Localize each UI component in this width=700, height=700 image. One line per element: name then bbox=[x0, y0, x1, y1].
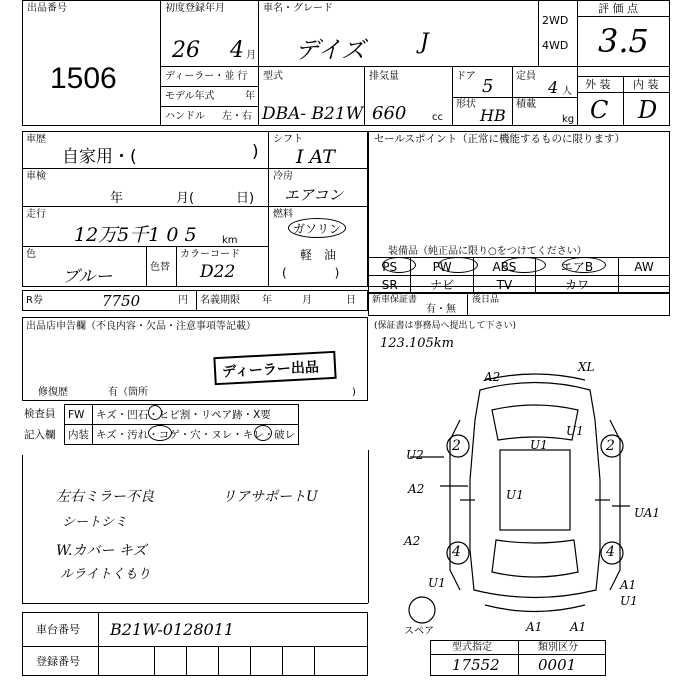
reg-month: 4 bbox=[230, 38, 244, 63]
category-label: 類別区分 bbox=[538, 642, 578, 653]
grid-line bbox=[22, 603, 368, 604]
equip-label: 装備品（純正品に限り○をつけてください） bbox=[388, 246, 587, 257]
equip-sr: SR bbox=[369, 276, 411, 294]
divider bbox=[268, 168, 368, 169]
score-value: 3.5 bbox=[598, 22, 649, 60]
fuel-paren: ( ) bbox=[282, 266, 340, 280]
model-year-label: モデル年式 bbox=[165, 91, 215, 102]
load-unit: kg bbox=[562, 114, 575, 125]
color-change-label: 色替 bbox=[150, 262, 170, 273]
designation-label: 型式指定 bbox=[452, 642, 492, 653]
load-label: 積載 bbox=[516, 99, 536, 110]
divider bbox=[623, 76, 624, 126]
grid-line bbox=[282, 646, 283, 676]
mileage-unit: km bbox=[222, 235, 238, 246]
history-close: ) bbox=[252, 142, 259, 162]
mileage-value: 12万5千1 0 5 bbox=[74, 224, 197, 246]
equip-ps: PS bbox=[369, 258, 411, 276]
inspector-label-1: 検査員 bbox=[24, 408, 56, 420]
disp-label: 排気量 bbox=[369, 71, 399, 82]
warranty-note-label: (保証書は事務局へ提出して下さい) bbox=[374, 321, 517, 331]
nc-day: 日 bbox=[346, 295, 356, 306]
ac-value: エアコン bbox=[284, 186, 344, 204]
score-label: 評 価 点 bbox=[598, 2, 638, 15]
divider bbox=[160, 66, 670, 67]
damage-mark: U1 bbox=[506, 488, 524, 502]
car-name: デイズ bbox=[295, 36, 366, 64]
damage-mark: A1 bbox=[570, 620, 587, 634]
disp-value: 660 bbox=[372, 103, 407, 124]
insp-day: 日) bbox=[236, 191, 255, 206]
divider bbox=[160, 86, 258, 87]
tire-value: 2 bbox=[452, 438, 461, 454]
interior-label: 内 装 bbox=[633, 78, 659, 91]
spare-tire bbox=[409, 597, 435, 623]
shift-value: I AT bbox=[296, 146, 335, 168]
equip-leather: カワ bbox=[535, 276, 618, 294]
dealer-label: ディーラー・並 行 bbox=[165, 71, 248, 82]
divider bbox=[98, 612, 99, 676]
equip-aw: AW bbox=[618, 258, 669, 276]
inspection-label: 車検 bbox=[26, 171, 46, 182]
divider bbox=[577, 0, 578, 126]
car-grade: J bbox=[420, 30, 429, 55]
inspector-label-2: 記入欄 bbox=[24, 429, 56, 441]
grid-line bbox=[186, 646, 187, 676]
mark-circle bbox=[148, 425, 172, 441]
note-line: シートシミ bbox=[62, 515, 128, 530]
damage-mark: A1 bbox=[526, 620, 543, 634]
type-value: DBA- B21W bbox=[262, 104, 364, 124]
fw-label: FW bbox=[65, 405, 93, 425]
shape-value: HB bbox=[480, 106, 506, 125]
equip-navi: ナビ bbox=[411, 276, 473, 294]
warranty-value: 有・無 bbox=[426, 304, 456, 315]
note-line: W.カバー キズ bbox=[56, 543, 147, 559]
note-line: 左右ミラー不良 bbox=[56, 489, 154, 505]
grid-line bbox=[154, 646, 155, 676]
divider bbox=[577, 16, 670, 17]
divider bbox=[577, 92, 670, 93]
capacity-label: 定員 bbox=[516, 71, 536, 82]
nc-month: 月 bbox=[302, 295, 312, 306]
capacity-unit: 人 bbox=[562, 86, 572, 97]
drive-2wd: 2WD bbox=[542, 14, 569, 27]
equip-pw: PW bbox=[411, 258, 473, 276]
divider bbox=[22, 206, 268, 207]
dealer-stamp-text: ディーラー出品 bbox=[221, 359, 320, 381]
damage-mark: U1 bbox=[620, 594, 638, 608]
equip-circle-ps bbox=[382, 257, 416, 273]
damage-mark: XL bbox=[578, 360, 595, 374]
grid-line bbox=[368, 450, 369, 603]
recycle-value: 7750 bbox=[102, 292, 141, 310]
divider bbox=[22, 168, 268, 169]
divider bbox=[268, 206, 368, 207]
equip-circle-pw bbox=[438, 257, 478, 273]
damage-mark: A2 bbox=[404, 534, 421, 548]
model-year-unit: 年 bbox=[245, 91, 255, 102]
tire-value: 4 bbox=[606, 544, 615, 560]
handle-label: ハンドル bbox=[165, 111, 205, 122]
divider bbox=[452, 66, 453, 126]
recycle-label: R券 bbox=[26, 295, 43, 306]
equip-abs: ABS bbox=[473, 258, 535, 276]
exterior-value: C bbox=[590, 96, 609, 124]
grid-line bbox=[22, 455, 23, 603]
name-label: 車名・グレード bbox=[263, 3, 333, 14]
equip-circle-airbag bbox=[562, 257, 606, 273]
inspector-row bbox=[65, 405, 299, 425]
mark-circle bbox=[148, 405, 162, 420]
interior-row-label: 内装 bbox=[65, 425, 93, 445]
reg-month-unit: 月 bbox=[246, 50, 256, 61]
door-value: 5 bbox=[482, 76, 494, 97]
divider bbox=[364, 66, 365, 126]
category-value: 0001 bbox=[538, 656, 577, 674]
damage-mark: U1 bbox=[566, 424, 584, 438]
equip-tv: TV bbox=[473, 276, 535, 294]
interior-items: キズ・汚れ・コゲ・穴・ヌレ・キレ・破レ bbox=[93, 425, 299, 445]
equipment-row bbox=[369, 276, 670, 294]
spare-label: スペア bbox=[404, 626, 434, 637]
shift-label: シフト bbox=[273, 134, 303, 145]
handle-options: 左・右 bbox=[222, 111, 252, 122]
insp-year: 年 bbox=[110, 191, 124, 206]
divider bbox=[258, 0, 259, 126]
grid-line bbox=[218, 646, 219, 676]
note-right: リアサポートU bbox=[222, 489, 318, 505]
color-value: ブルー bbox=[62, 267, 113, 287]
repair-close: ) bbox=[352, 387, 356, 398]
damage-mark: U1 bbox=[428, 576, 446, 590]
drive-4wd: 4WD bbox=[542, 39, 569, 52]
grid-line bbox=[250, 646, 251, 676]
recycle-unit: 円 bbox=[178, 295, 188, 306]
repair-value: 有（箇所 bbox=[108, 387, 148, 398]
recycle-frame bbox=[22, 290, 368, 311]
sales-label: セールスポイント（正常に機能するものに限ります） bbox=[374, 133, 626, 145]
grid-line bbox=[314, 646, 315, 676]
ac-label: 冷房 bbox=[273, 171, 293, 182]
divider bbox=[452, 97, 577, 98]
type-label: 型式 bbox=[263, 71, 283, 82]
tire-value: 4 bbox=[452, 544, 461, 560]
color-code-value: D22 bbox=[200, 262, 236, 282]
name-change-label: 名義期限 bbox=[200, 295, 240, 306]
history-value: 自家用・( bbox=[62, 147, 137, 167]
divider bbox=[538, 0, 539, 66]
after-label: 後日品 bbox=[472, 295, 500, 305]
designation-value: 17552 bbox=[452, 656, 500, 674]
equip-circle-abs bbox=[502, 257, 546, 273]
damage-mark: A2 bbox=[484, 370, 501, 384]
tire-value: 2 bbox=[606, 438, 615, 454]
fuel-label: 燃料 bbox=[273, 209, 293, 220]
lot-label: 出品番号 bbox=[27, 3, 67, 14]
damage-mark: U2 bbox=[406, 448, 424, 462]
warranty-note-value: 123.105km bbox=[380, 336, 454, 351]
report-label: 出品店申告欄（不良内容・欠品・注意事項等記載） bbox=[26, 321, 256, 332]
divider bbox=[160, 0, 161, 126]
exterior-label: 外 装 bbox=[585, 78, 611, 91]
car-body bbox=[470, 383, 600, 598]
chassis-value: B21W-0128011 bbox=[110, 620, 235, 639]
divider bbox=[22, 646, 368, 647]
divider bbox=[146, 246, 147, 287]
interior-value: D bbox=[638, 96, 658, 124]
divider bbox=[22, 246, 268, 247]
divider bbox=[430, 654, 606, 655]
damage-mark: UA1 bbox=[634, 506, 661, 520]
fuel-value: ガソリン bbox=[293, 222, 342, 236]
equip-airbag: エアB bbox=[535, 258, 618, 276]
divider bbox=[268, 131, 269, 287]
nc-year: 年 bbox=[262, 295, 272, 306]
damage-mark: U1 bbox=[530, 438, 548, 452]
reg-year: 26 bbox=[172, 38, 200, 63]
reg-label: 初度登録年月 bbox=[165, 3, 225, 14]
fuel-light: 軽 油 bbox=[300, 248, 337, 262]
color-code-label: カラーコード bbox=[180, 249, 240, 260]
reg-no-label: 登録番号 bbox=[36, 655, 80, 668]
shape-label: 形状 bbox=[456, 99, 476, 110]
insp-month: 月( bbox=[176, 191, 195, 206]
fw-items: キズ・凹石・ヒビ割・リペア跡・X要 bbox=[93, 405, 299, 425]
divider bbox=[467, 292, 468, 316]
lot-number: 1506 bbox=[50, 62, 117, 95]
divider bbox=[518, 640, 519, 676]
divider bbox=[512, 66, 513, 126]
repair-label: 修復歴 bbox=[38, 387, 68, 398]
divider bbox=[196, 290, 197, 311]
divider bbox=[176, 246, 177, 287]
damage-mark: A1 bbox=[620, 578, 637, 592]
disp-unit: cc bbox=[432, 112, 443, 123]
chassis-label: 車台番号 bbox=[36, 623, 80, 636]
mileage-label: 走行 bbox=[26, 209, 46, 220]
color-label: 色 bbox=[26, 249, 36, 260]
equip-blank bbox=[618, 276, 669, 294]
mark-circle bbox=[254, 425, 272, 441]
car-rear-bumper bbox=[485, 605, 585, 612]
divider bbox=[160, 106, 258, 107]
capacity-value: 4 bbox=[548, 78, 559, 97]
note-line: ルライトくもり bbox=[60, 567, 151, 582]
car-rear-window bbox=[492, 540, 578, 577]
door-label: ドア bbox=[456, 71, 476, 82]
damage-mark: A2 bbox=[408, 482, 425, 496]
history-label: 車歴 bbox=[26, 134, 46, 145]
new-warranty-label: 新車保証書 bbox=[372, 295, 418, 305]
